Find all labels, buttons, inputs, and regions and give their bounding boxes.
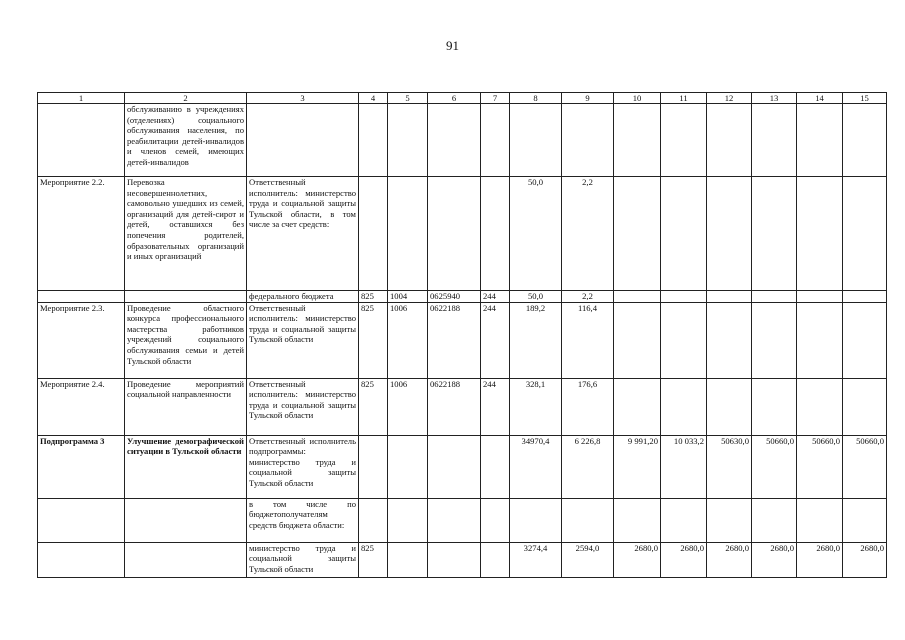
value-cell xyxy=(843,291,887,303)
value-cell xyxy=(797,498,843,542)
value-cell: 1006 xyxy=(388,302,428,378)
table-row xyxy=(38,542,887,577)
value-cell xyxy=(843,302,887,378)
value-cell xyxy=(388,435,428,498)
col-header: 12 xyxy=(707,93,752,104)
activity-code-cell xyxy=(38,291,125,303)
executor-cell: Ответственный исполнитель: министерство труда и социальной защиты Тульской области, в том числе за счет средств: xyxy=(247,177,359,291)
col-header: 8 xyxy=(510,93,562,104)
value-cell xyxy=(428,498,481,542)
col-header: 5 xyxy=(388,93,428,104)
value-cell: 2,2 xyxy=(562,291,614,303)
value-cell: 34970,4 xyxy=(510,435,562,498)
value-cell xyxy=(707,177,752,291)
col-header: 7 xyxy=(481,93,510,104)
value-cell xyxy=(481,498,510,542)
executor-cell: Ответственный исполнитель: министерство труда и социальной защиты Тульской области xyxy=(247,302,359,378)
value-cell: 50660,0 xyxy=(752,435,797,498)
activity-code-cell xyxy=(38,542,125,577)
value-cell xyxy=(359,177,388,291)
executor-cell: федерального бюджета xyxy=(247,291,359,303)
value-cell xyxy=(428,435,481,498)
value-cell: 1004 xyxy=(388,291,428,303)
value-cell xyxy=(752,177,797,291)
value-cell xyxy=(481,435,510,498)
value-cell xyxy=(707,498,752,542)
value-cell xyxy=(707,291,752,303)
value-cell xyxy=(428,542,481,577)
value-cell xyxy=(797,302,843,378)
value-cell xyxy=(481,177,510,291)
value-cell xyxy=(843,177,887,291)
value-cell xyxy=(510,104,562,177)
value-cell: 2680,0 xyxy=(752,542,797,577)
activity-name-cell xyxy=(125,542,247,577)
value-cell: 2680,0 xyxy=(661,542,707,577)
col-header: 9 xyxy=(562,93,614,104)
value-cell: 176,6 xyxy=(562,378,614,435)
table-row xyxy=(38,291,887,303)
value-cell: 50660,0 xyxy=(843,435,887,498)
table-row xyxy=(38,302,887,378)
value-cell xyxy=(661,378,707,435)
value-cell xyxy=(614,177,661,291)
value-cell xyxy=(359,498,388,542)
value-cell xyxy=(562,498,614,542)
value-cell xyxy=(614,291,661,303)
table-row xyxy=(38,435,887,498)
value-cell xyxy=(843,498,887,542)
value-cell: 328,1 xyxy=(510,378,562,435)
value-cell xyxy=(752,291,797,303)
value-cell xyxy=(843,104,887,177)
value-cell xyxy=(661,302,707,378)
value-cell: 825 xyxy=(359,302,388,378)
value-cell xyxy=(510,498,562,542)
col-header: 14 xyxy=(797,93,843,104)
value-cell xyxy=(562,104,614,177)
col-header: 6 xyxy=(428,93,481,104)
activity-name-cell: Проведение областного конкурса профессионального мастерства работников учреждений социального обслуживания семьи и детей Тульской области xyxy=(125,302,247,378)
value-cell xyxy=(359,435,388,498)
activity-code-cell xyxy=(38,104,125,177)
table-row xyxy=(38,378,887,435)
value-cell xyxy=(388,177,428,291)
activity-code-cell: Мероприятие 2.3. xyxy=(38,302,125,378)
table-row xyxy=(38,498,887,542)
col-header: 11 xyxy=(661,93,707,104)
value-cell xyxy=(752,378,797,435)
value-cell xyxy=(428,104,481,177)
value-cell: 1006 xyxy=(388,378,428,435)
value-cell: 50,0 xyxy=(510,291,562,303)
value-cell: 10 033,2 xyxy=(661,435,707,498)
value-cell xyxy=(843,378,887,435)
value-cell: 2594,0 xyxy=(562,542,614,577)
col-header: 10 xyxy=(614,93,661,104)
activity-name-cell xyxy=(125,498,247,542)
table-row xyxy=(38,177,887,291)
activity-code-cell xyxy=(38,498,125,542)
value-cell: 825 xyxy=(359,291,388,303)
col-header: 2 xyxy=(125,93,247,104)
value-cell: 825 xyxy=(359,378,388,435)
value-cell xyxy=(614,378,661,435)
activity-name-cell: Перевозка несовершеннолетних, самовольно ушедших из семей, организаций для детей-сирот и детей, оставшихся без попечения родителей, образовательных организаций и иных организаций xyxy=(125,177,247,291)
table-row xyxy=(38,104,887,177)
value-cell xyxy=(388,498,428,542)
value-cell xyxy=(752,498,797,542)
value-cell: 825 xyxy=(359,542,388,577)
value-cell: 0622188 xyxy=(428,302,481,378)
value-cell: 2,2 xyxy=(562,177,614,291)
value-cell: 2680,0 xyxy=(843,542,887,577)
executor-cell: Ответственный исполнитель: министерство труда и социальной защиты Тульской области xyxy=(247,378,359,435)
value-cell xyxy=(661,291,707,303)
column-number-row xyxy=(38,93,887,104)
col-header: 1 xyxy=(38,93,125,104)
executor-cell: министерство труда и социальной защиты Тульской области xyxy=(247,542,359,577)
value-cell: 2680,0 xyxy=(797,542,843,577)
value-cell xyxy=(661,177,707,291)
col-header: 15 xyxy=(843,93,887,104)
activity-name-cell: Улучшение демографической ситуации в Тульской области xyxy=(125,435,247,498)
value-cell: 189,2 xyxy=(510,302,562,378)
col-header: 3 xyxy=(247,93,359,104)
budget-table xyxy=(37,92,887,578)
value-cell: 9 991,20 xyxy=(614,435,661,498)
value-cell: 50,0 xyxy=(510,177,562,291)
value-cell xyxy=(661,498,707,542)
activity-name-cell: обслуживанию в учреждениях (отделениях) социального обслуживания населения, по реабилитации детей-инвалидов и членов семей, имеющих детей-инвалидов xyxy=(125,104,247,177)
value-cell: 0625940 xyxy=(428,291,481,303)
value-cell xyxy=(481,542,510,577)
value-cell: 244 xyxy=(481,291,510,303)
value-cell xyxy=(661,104,707,177)
value-cell xyxy=(481,104,510,177)
executor-cell: Ответственный исполнитель подпрограммы: министерство труда и социальной защиты Тульской области xyxy=(247,435,359,498)
value-cell: 244 xyxy=(481,378,510,435)
col-header: 4 xyxy=(359,93,388,104)
value-cell: 116,4 xyxy=(562,302,614,378)
value-cell: 50630,0 xyxy=(707,435,752,498)
value-cell xyxy=(388,542,428,577)
value-cell xyxy=(752,302,797,378)
activity-code-cell: Мероприятие 2.2. xyxy=(38,177,125,291)
value-cell xyxy=(797,177,843,291)
value-cell: 2680,0 xyxy=(707,542,752,577)
value-cell xyxy=(388,104,428,177)
col-header: 13 xyxy=(752,93,797,104)
value-cell: 244 xyxy=(481,302,510,378)
value-cell xyxy=(614,498,661,542)
activity-code-cell: Подпрограмма 3 xyxy=(38,435,125,498)
executor-cell xyxy=(247,104,359,177)
activity-code-cell: Мероприятие 2.4. xyxy=(38,378,125,435)
value-cell xyxy=(707,302,752,378)
value-cell xyxy=(797,104,843,177)
value-cell xyxy=(797,291,843,303)
value-cell: 6 226,8 xyxy=(562,435,614,498)
value-cell xyxy=(428,177,481,291)
activity-name-cell: Проведение мероприятий социальной направленности xyxy=(125,378,247,435)
page-number: 91 xyxy=(446,38,459,53)
value-cell: 3274,4 xyxy=(510,542,562,577)
value-cell xyxy=(614,104,661,177)
value-cell xyxy=(359,104,388,177)
value-cell: 50660,0 xyxy=(797,435,843,498)
value-cell xyxy=(797,378,843,435)
value-cell xyxy=(707,104,752,177)
value-cell xyxy=(614,302,661,378)
value-cell xyxy=(752,104,797,177)
value-cell: 0622188 xyxy=(428,378,481,435)
value-cell xyxy=(707,378,752,435)
activity-name-cell xyxy=(125,291,247,303)
executor-cell: в том числе по бюджетополучателям средств бюджета области: xyxy=(247,498,359,542)
value-cell: 2680,0 xyxy=(614,542,661,577)
